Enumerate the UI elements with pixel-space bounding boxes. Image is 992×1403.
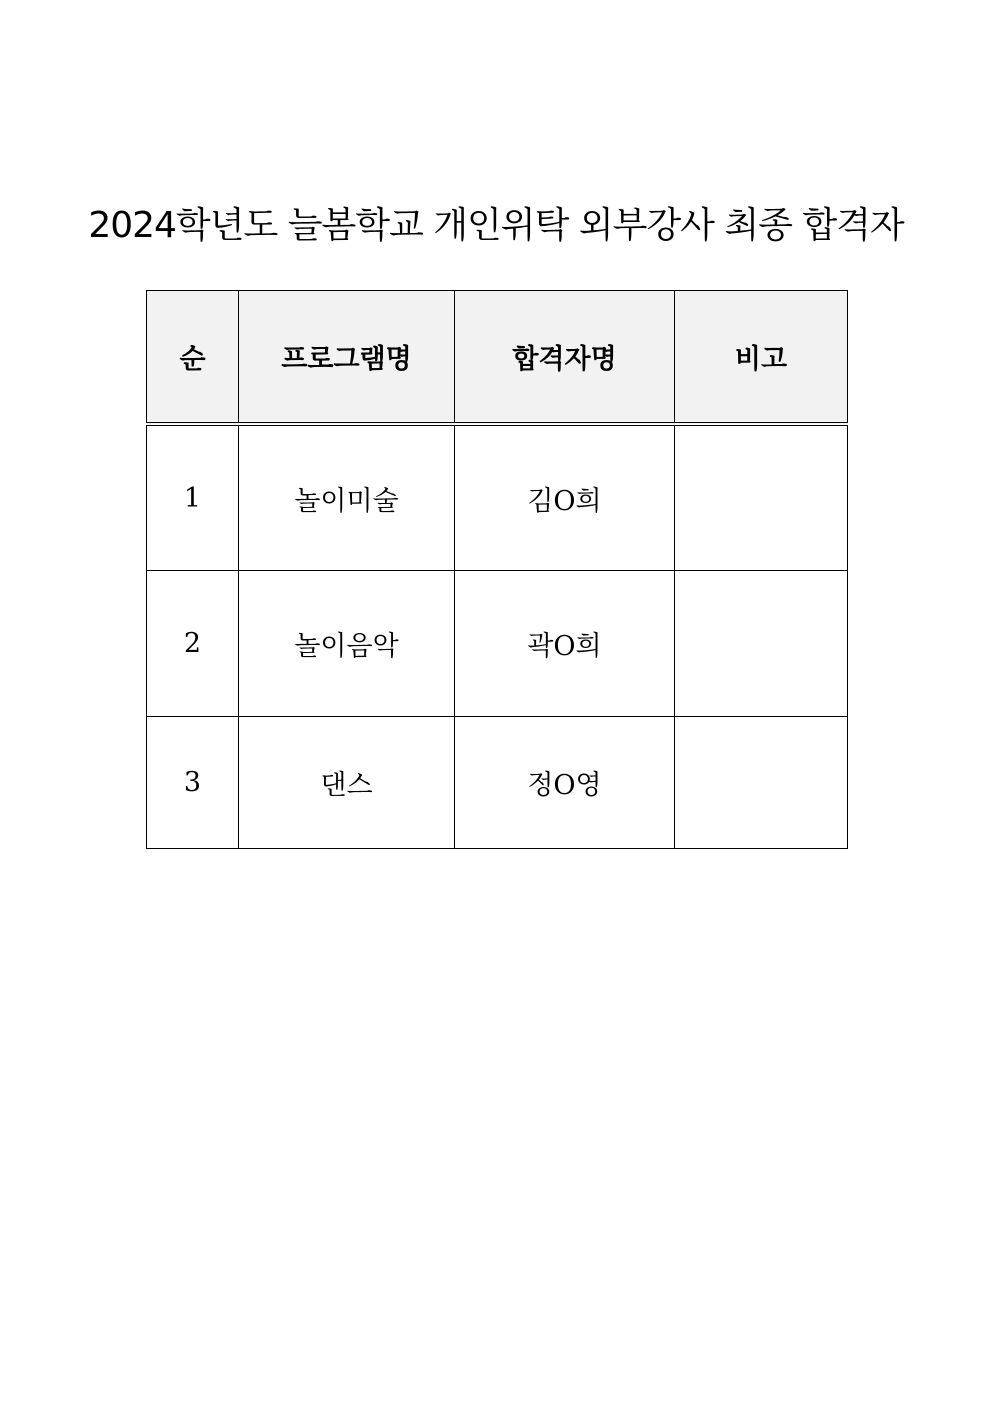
page-title: 2024학년도 늘봄학교 개인위탁 외부강사 최종 합격자 xyxy=(88,205,904,246)
result-table xyxy=(146,290,848,849)
cell-number: 1 xyxy=(147,424,239,571)
cell-note xyxy=(675,717,848,849)
table-row xyxy=(147,571,848,717)
cell-number: 2 xyxy=(147,571,239,717)
header-name: 합격자명 xyxy=(455,291,675,425)
cell-program: 놀이음악 xyxy=(239,571,455,717)
cell-name: 김O희 xyxy=(455,424,675,571)
cell-note xyxy=(675,424,848,571)
cell-number: 3 xyxy=(147,717,239,849)
table-row xyxy=(147,717,848,849)
header-program: 프로그램명 xyxy=(239,291,455,425)
header-number: 순 xyxy=(147,291,239,425)
cell-program: 놀이미술 xyxy=(239,424,455,571)
table-row xyxy=(147,424,848,571)
cell-name: 곽O희 xyxy=(455,571,675,717)
cell-program: 댄스 xyxy=(239,717,455,849)
cell-note xyxy=(675,571,848,717)
header-note: 비고 xyxy=(675,291,848,425)
cell-name: 정O영 xyxy=(455,717,675,849)
table-header-row xyxy=(147,291,848,425)
